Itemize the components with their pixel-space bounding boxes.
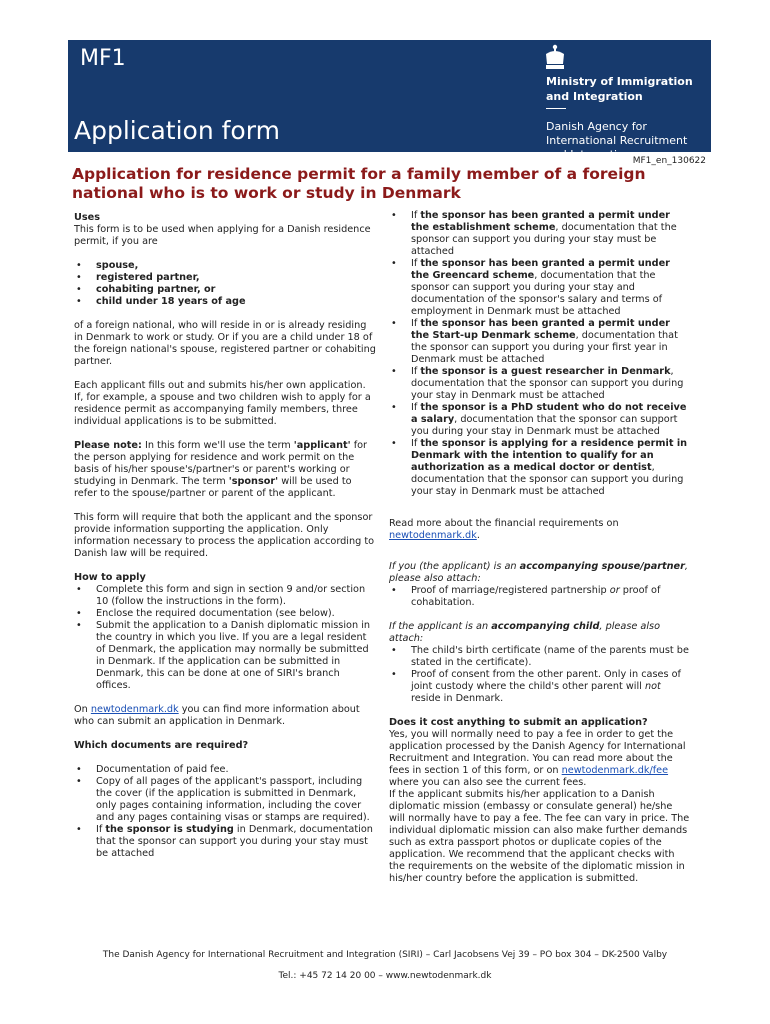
list-item: • Copy of all pages of the applicant's passport, including the cover (if the application is submitted in Denmark, only pages containing information, including the cover and any pages containing visas or stamps are required). (74, 776, 376, 824)
list-item: • spouse, (74, 260, 376, 272)
footer-contact: Tel.: +45 72 14 20 00 – www.newtodenmark.dk (278, 971, 492, 981)
list-item: • If the sponsor has been granted a permit under the Greencard scheme, documentation that the sponsor can support you during your stay and documentation of the sponsor's salary and terms of employment in Denmark must be attached (389, 258, 691, 318)
documents-list (74, 764, 376, 860)
newtodenmark-link[interactable]: newtodenmark.dk (90, 704, 179, 715)
applicant-type-list (74, 260, 376, 308)
agency-name: Danish Agency for International Recruitment and Integration (546, 120, 688, 161)
sponsor-requirements-list (389, 210, 691, 498)
list-item: • The child's birth certificate (name of the parents must be stated in the certificate). (389, 645, 691, 669)
list-item: • If the sponsor has been granted a permit under the establishment scheme, documentation that the sponsor can support you during your stay must be attached (389, 210, 691, 258)
page-heading: Application for residence permit for a family member of a foreign national who is to work or study in Denmark (72, 165, 646, 202)
list-item: • cohabiting partner, or (74, 284, 376, 296)
left-column (74, 212, 376, 860)
uses-paragraph-2: Each applicant fills out and submits his/her own application. If, for example, a spouse and two children wish to apply for a residence permit as accompanying family members, three individual applications is to be submitted. (74, 380, 371, 427)
banner-divider (546, 108, 566, 109)
crown-logo-icon (542, 44, 568, 72)
how-to-apply-list (74, 584, 376, 692)
list-item: • If the sponsor is applying for a residence permit in Denmark with the intention to qualify for an authorization as a medical doctor or dentist, documentation that the sponsor can support you during your stay in Denmark must be attached (389, 438, 691, 498)
child-documents-list (389, 645, 691, 705)
uses-intro: This form is to be used when applying for a Danish residence permit, if you are (74, 224, 371, 247)
more-info-paragraph: On newtodenmark.dk you can find more information about who can submit an application in Denmark. (74, 704, 360, 727)
list-item: • registered partner, (74, 272, 376, 284)
uses-paragraph-1: of a foreign national, who will reside in or is already residing in Denmark to work or study. Or if you are a child under 18 of the foreign national's spouse, registered partner or cohabiting partner. (74, 320, 376, 367)
uses-paragraph-3: This form will require that both the applicant and the sponsor provide information supporting the application. Only information necessary to process the application according to Danish law will be required. (74, 512, 375, 559)
list-item: • Proof of marriage/registered partnership or proof of cohabitation. (389, 585, 691, 609)
list-item: • Submit the application to a Danish diplomatic mission in the country in which you live. If you are a legal resident of Denmark, the application may normally be submitted in Denmark. If the application can be submitted in Denmark, this can be done at one of SIRI's branch offices. (74, 620, 376, 692)
financial-link[interactable]: newtodenmark.dk (389, 530, 477, 541)
ministry-name: Ministry of Immigration and Integration (546, 75, 693, 103)
list-item: • Documentation of paid fee. (74, 764, 376, 776)
list-item: • Complete this form and sign in section 9 and/or section 10 (follow the instructions in the form). (74, 584, 376, 608)
documents-title: Which documents are required? (74, 740, 249, 751)
accompanying-spouse-intro: If you (the applicant) is an accompanying spouse/partner, please also attach: (389, 561, 688, 584)
cost-paragraph-2: If the applicant submits his/her application to a Danish diplomatic mission (embassy or consulate general) he/she will normally have to pay a fee. The fee can vary in price. The individual diplomatic mission can also make further demands such as extra passport photos or duplicate copies of the application. We recommend that the applicant checks with the requirements on the website of the diplomatic mission in his/her country before the application is submitted. (389, 789, 690, 884)
fee-link[interactable]: newtodenmark.dk/fee (561, 765, 669, 776)
list-item: • If the sponsor is studying in Denmark, documentation that the sponsor can support you during your stay must be attached (74, 824, 376, 860)
please-note-paragraph: Please note: In this form we'll use the term 'applicant' for the person applying for residence and work permit on the basis of his/her spouse's/partner's or parent's working or studying in Denmark. The term 'sponsor' will be used to refer to the spouse/partner or parent of the applicant. (74, 440, 368, 499)
accompanying-child-intro: If the applicant is an accompanying child, please also attach: (389, 621, 661, 644)
form-title: Application form (74, 116, 280, 145)
right-column (389, 210, 691, 885)
financial-requirements-paragraph: Read more about the financial requirements on newtodenmark.dk. (389, 518, 619, 541)
cost-paragraph-1: Yes, you will normally need to pay a fee in order to get the application processed by the Danish Agency for International Recruitment and Integration. You can read more about the fees in section 1 of this form, or on newtodenmark.dk/fee where you can also see the current fees. (389, 729, 686, 788)
form-code: MF1 (80, 46, 126, 71)
list-item: • If the sponsor is a PhD student who do not receive a salary, documentation that the sponsor can support you during your stay in Denmark must be attached (389, 402, 691, 438)
list-item: • child under 18 years of age (74, 296, 376, 308)
cost-title: Does it cost anything to submit an application? (389, 717, 648, 728)
uses-title: Uses (74, 212, 100, 223)
document-id: MF1_en_130622 (632, 156, 706, 166)
list-item: • If the sponsor is a guest researcher in Denmark, documentation that the sponsor can support you during your stay in Denmark must be attached (389, 366, 691, 402)
spouse-documents-list (389, 585, 691, 609)
how-to-apply-title: How to apply (74, 572, 146, 583)
list-item: • Enclose the required documentation (see below). (74, 608, 376, 620)
list-item: • Proof of consent from the other parent. Only in cases of joint custody where the child's other parent will not reside in Denmark. (389, 669, 691, 705)
footer-address: The Danish Agency for International Recruitment and Integration (SIRI) – Carl Jacobsens Vej 39 – PO box 304 – DK-2500 Valby (102, 950, 668, 960)
list-item: • If the sponsor has been granted a permit under the Start-up Denmark scheme, documentation that the sponsor can support you during your first year in Denmark must be attached (389, 318, 691, 366)
